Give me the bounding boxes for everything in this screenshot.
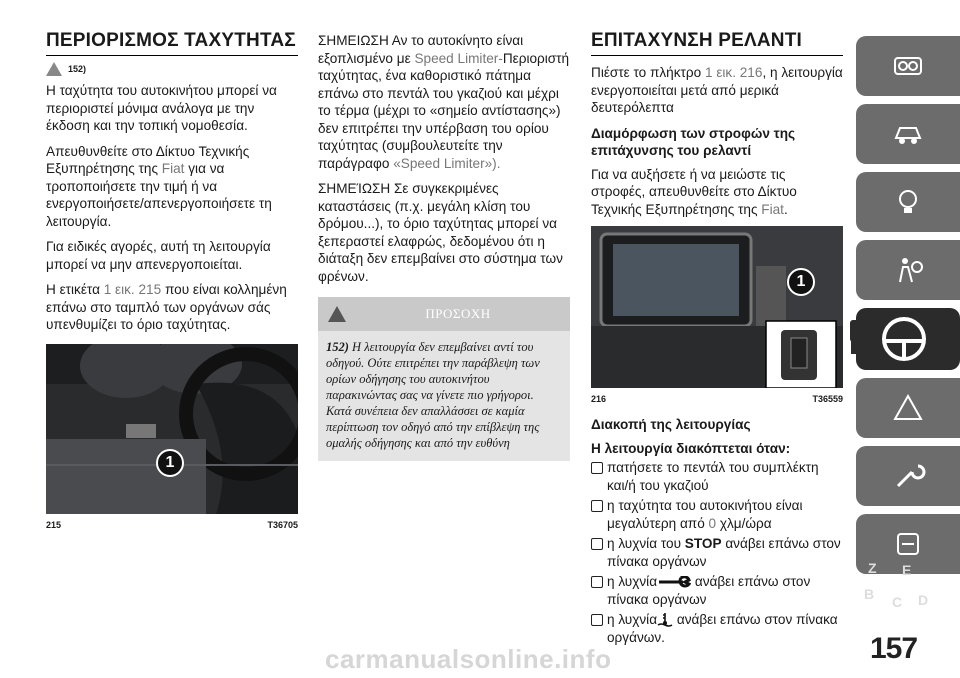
- paragraph: Πιέστε το πλήκτρο 1 εικ. 216, η λειτουργία ενεργοποιείται μετά από μερικά δευτερόλεπτα: [591, 65, 843, 115]
- note-paragraph: ΣΗΜΕΊΩΣΗ Σε συγκεκριμένες καταστάσεις (π.χ. μεγάλη κλίση του δρόμου...), το όριο ταχύτητας μπορεί να ξεπεραστεί ελαφρώς, δεδομένου ότι η διάταξη δεν επεμβαίνει στο σύστημα των φρένων.: [318, 181, 563, 284]
- figure-number: 216: [591, 394, 607, 404]
- wrench-icon: [890, 458, 926, 494]
- figure-215-photo: [46, 344, 298, 514]
- paragraph: Για ειδικές αγορές, αυτή τη λειτουργία μπορεί να μην απενεργοποιείται.: [46, 239, 271, 272]
- paragraph: Η ετικέτα 1 εικ. 215 που είναι κολλημένη επάνω στο ταμπλό των οργάνων σάς υπενθυμίζει το όριο ταχύτητας.: [46, 282, 287, 332]
- seatbelt-airbag-icon: [890, 252, 926, 288]
- checkbox-bullet-icon: [591, 576, 603, 588]
- list-item: η λυχνία του STOP ανάβει επάνω στον πίνακα οργάνων: [591, 535, 843, 570]
- checkbox-bullet-icon: [591, 500, 603, 512]
- key-icon: [842, 318, 876, 358]
- section-title-speed-limit: ΠΕΡΙΟΡΙΣΜΟΣ ΤΑΧΥΤΗΤΑΣ: [46, 30, 298, 56]
- paragraph: Για να αυξήσετε ή να μειώστε τις στροφές, απευθυνθείτε στο Δίκτυο Τεχνικής Εξυπηρέτησης της Fiat.: [591, 166, 797, 217]
- figure-caption: [591, 394, 843, 404]
- watermark: carmanualsonline.info: [325, 644, 612, 674]
- checkbox-bullet-icon: [591, 538, 603, 550]
- warning-title: ΠΡΟΣΟΧΗ: [425, 306, 491, 321]
- list-item: η λυχνία ανάβει επάνω στον πίνακα οργάνων: [591, 573, 843, 608]
- checkbox-bullet-icon: [591, 462, 603, 474]
- list-item: η ταχύτητα του αυτοκινήτου είναι μεγαλύτερη από 0 χλμ/ώρα: [591, 497, 843, 532]
- note-paragraph: ΣΗΜΕΙΩΣΗ Αν το αυτοκίνητο είναι εξοπλισμένο με Speed Limiter-Περιοριστή ταχύτητας, ένα καθοριστικό πάτημα επάνω στο πεντάλ του γκαζιού και μέχρι το τέρμα (μέχρι το «σημείο αντίστασης») δεν επιτρέπει την υπέρβαση του ορίου ταχύτητας (συμβουλευτείτε την παράγραφο «Speed Limiter»).: [318, 33, 570, 171]
- figure-number: 215: [46, 519, 62, 530]
- warning-triangle-icon: [328, 306, 346, 322]
- section-title-idle-acceleration: ΕΠΙΤΑΧΥΝΣΗ ΡΕΛΑΝΤΙ: [591, 30, 843, 56]
- paragraph: Η ταχύτητα του αυτοκινήτου μπορεί να περιοριστεί μόνιμα ανάλογα με την έκδοση και την τοπική νομοθεσία.: [46, 83, 277, 133]
- figure-caption: [46, 520, 298, 530]
- column-speed-limit: [46, 0, 298, 530]
- warning-box: [318, 297, 570, 461]
- chapter-tabs-lower: [856, 378, 960, 582]
- page-number: 157: [870, 632, 918, 665]
- warning-ref-number: 152): [68, 64, 87, 74]
- figure-216-photo: [591, 226, 843, 388]
- subheading: Διαμόρφωση των στροφών της επιτάχυνσης του ρελαντί: [591, 125, 796, 158]
- tab-emergency[interactable]: [856, 378, 960, 438]
- warning-text: 152) Η λειτουργία δεν επεμβαίνει αντί του οδηγού. Ούτε επιτρέπει την παράβλεψη των ορίων οδήγησης του αυτοκινήτου παρακινώντας σας να γίνετε πιο γρήγοροι. Κατά συνέπεια δεν απαλλάσσει σε καμία περίπτωση τον οδηγό από την επίβλεψη της ομαλής οδήγησης και από την ευθύνη: [318, 331, 570, 461]
- callout-1: 1: [156, 449, 184, 477]
- letters-index-icon: Z E B C D: [864, 560, 929, 610]
- tab-lights[interactable]: [856, 172, 960, 232]
- checkbox-bullet-icon: [591, 614, 603, 626]
- subheading: Διακοπή της λειτουργίας: [591, 417, 751, 432]
- warning-triangle-icon: [46, 62, 62, 76]
- warning-triangle-tab-icon: [890, 390, 926, 426]
- warning-reference: [46, 62, 298, 76]
- column-notes: [318, 32, 570, 461]
- tab-safety[interactable]: [856, 240, 960, 300]
- list-item: η λυχνία ανάβει επάνω στον πίνακα οργάνων.: [591, 611, 843, 646]
- tab-car-info[interactable]: [856, 104, 960, 164]
- paragraph: Απευθυνθείτε στο Δίκτυο Τεχνικής Εξυπηρέτησης της Fiat για να τροποποιήσετε την τιμή ή να ενεργοποιήσετε/απενεργοποιήσετε τη λειτουργία.: [46, 143, 272, 229]
- car-dashboard-icon: [890, 48, 926, 84]
- car-info-icon: [890, 116, 926, 152]
- wrench-warning-icon: [657, 576, 691, 588]
- coolant-temperature-icon: [657, 612, 673, 628]
- figure-code: T36559: [812, 394, 843, 404]
- chapter-tabs: [856, 36, 960, 308]
- figure-code: T36705: [267, 519, 298, 530]
- list-item: πατήσετε το πεντάλ του συμπλέκτη και/ή του γκαζιού: [591, 459, 843, 494]
- warning-header: [318, 297, 570, 331]
- light-bulb-icon: [890, 184, 926, 220]
- callout-1: 1: [787, 268, 815, 296]
- tab-maintenance[interactable]: [856, 446, 960, 506]
- column-idle-accel: [591, 0, 843, 649]
- subheading: Η λειτουργία διακόπτεται όταν:: [591, 440, 791, 456]
- tools-icon: [890, 526, 926, 562]
- tab-dashboard[interactable]: [856, 36, 960, 96]
